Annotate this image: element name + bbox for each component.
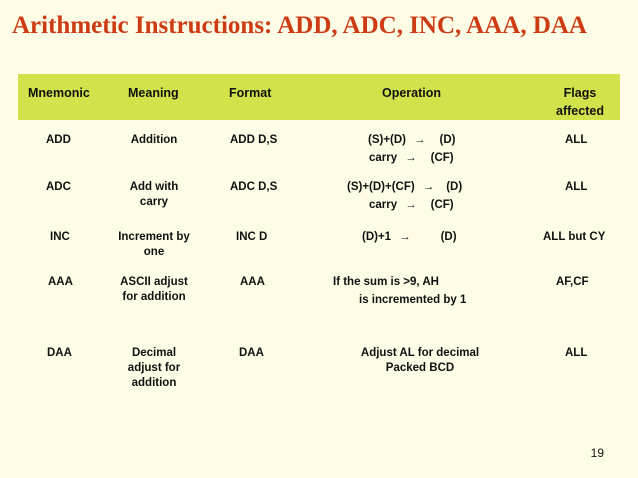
header-operation: Operation	[382, 86, 442, 100]
right-arrow-icon: →	[422, 181, 435, 193]
table-header	[18, 74, 620, 120]
row-inc-meaning	[108, 230, 200, 260]
row-inc-op1-right: (D)	[440, 231, 457, 243]
row-aaa-operation-line1: If the sum is >9, AH	[333, 276, 439, 288]
row-adc-meaning-line2: carry	[139, 196, 169, 208]
row-aaa-operation-line2: is incremented by 1	[359, 294, 467, 306]
header-flags	[540, 84, 620, 120]
row-add-operation-line1	[368, 133, 455, 148]
row-daa-meaning-line2: adjust for	[127, 362, 181, 374]
row-inc-meaning-line1: Increment by	[118, 231, 190, 243]
row-daa-operation	[340, 346, 500, 376]
row-inc-operation-line1	[362, 230, 457, 245]
row-daa-meaning-line3: addition	[131, 377, 177, 389]
header-format: Format	[229, 86, 272, 100]
row-adc-op2-right: (CF)	[430, 199, 454, 211]
row-inc-meaning-line2: one	[143, 246, 165, 258]
row-add-flags: ALL	[565, 134, 588, 146]
row-add-format: ADD D,S	[230, 134, 278, 146]
row-adc-op1-right: (D)	[446, 181, 463, 193]
header-meaning: Meaning	[128, 86, 179, 100]
row-adc-format: ADC D,S	[230, 181, 278, 193]
row-adc-operation-line2	[369, 198, 454, 213]
row-inc-op1-left: (D)+1	[362, 231, 392, 243]
row-daa-format: DAA	[239, 347, 264, 359]
row-aaa-flags: AF,CF	[556, 276, 589, 288]
row-add-meaning-line1: Addition	[130, 134, 178, 146]
row-add-meaning	[108, 133, 200, 148]
row-add-op2-left: carry	[369, 152, 398, 164]
row-add-op2-right: (CF)	[430, 152, 454, 164]
row-daa-meaning	[108, 346, 200, 391]
slide-title: Arithmetic Instructions: ADD, ADC, INC, AAA, DAA	[12, 12, 587, 39]
right-arrow-icon: →	[399, 231, 411, 243]
row-inc-mnemonic: INC	[50, 231, 70, 243]
row-daa-operation-line2: Packed BCD	[385, 362, 455, 374]
row-adc-mnemonic: ADC	[46, 181, 71, 193]
row-aaa-format: AAA	[240, 276, 265, 288]
row-daa-meaning-line1: Decimal	[131, 347, 177, 359]
row-daa-flags: ALL	[565, 347, 588, 359]
right-arrow-icon: →	[405, 152, 417, 164]
row-aaa-meaning	[108, 275, 200, 305]
row-aaa-mnemonic: AAA	[48, 276, 73, 288]
row-adc-meaning	[108, 180, 200, 210]
row-daa-operation-line1: Adjust AL for decimal	[360, 347, 480, 359]
row-daa-mnemonic: DAA	[47, 347, 72, 359]
row-adc-op1-left: (S)+(D)+(CF)	[347, 181, 415, 193]
header-flags-line1: Flags	[563, 86, 597, 100]
row-add-mnemonic: ADD	[46, 134, 71, 146]
row-adc-op2-left: carry	[369, 199, 398, 211]
header-flags-line2: affected	[556, 104, 604, 118]
row-adc-operation-line1	[347, 180, 462, 195]
row-aaa-meaning-line2: for addition	[122, 291, 186, 303]
header-mnemonic: Mnemonic	[28, 86, 90, 100]
row-adc-meaning-line1: Add with	[129, 181, 179, 193]
row-add-operation-line2	[369, 151, 454, 166]
row-add-op1-left: (S)+(D)	[368, 134, 407, 146]
right-arrow-icon: →	[414, 134, 426, 146]
row-adc-flags: ALL	[565, 181, 588, 193]
row-aaa-meaning-line1: ASCII adjust	[120, 276, 188, 288]
right-arrow-icon: →	[405, 199, 417, 211]
row-inc-flags: ALL but CY	[543, 231, 606, 243]
page-number: 19	[590, 446, 604, 460]
row-inc-format: INC D	[236, 231, 268, 243]
row-add-op1-right: (D)	[439, 134, 456, 146]
